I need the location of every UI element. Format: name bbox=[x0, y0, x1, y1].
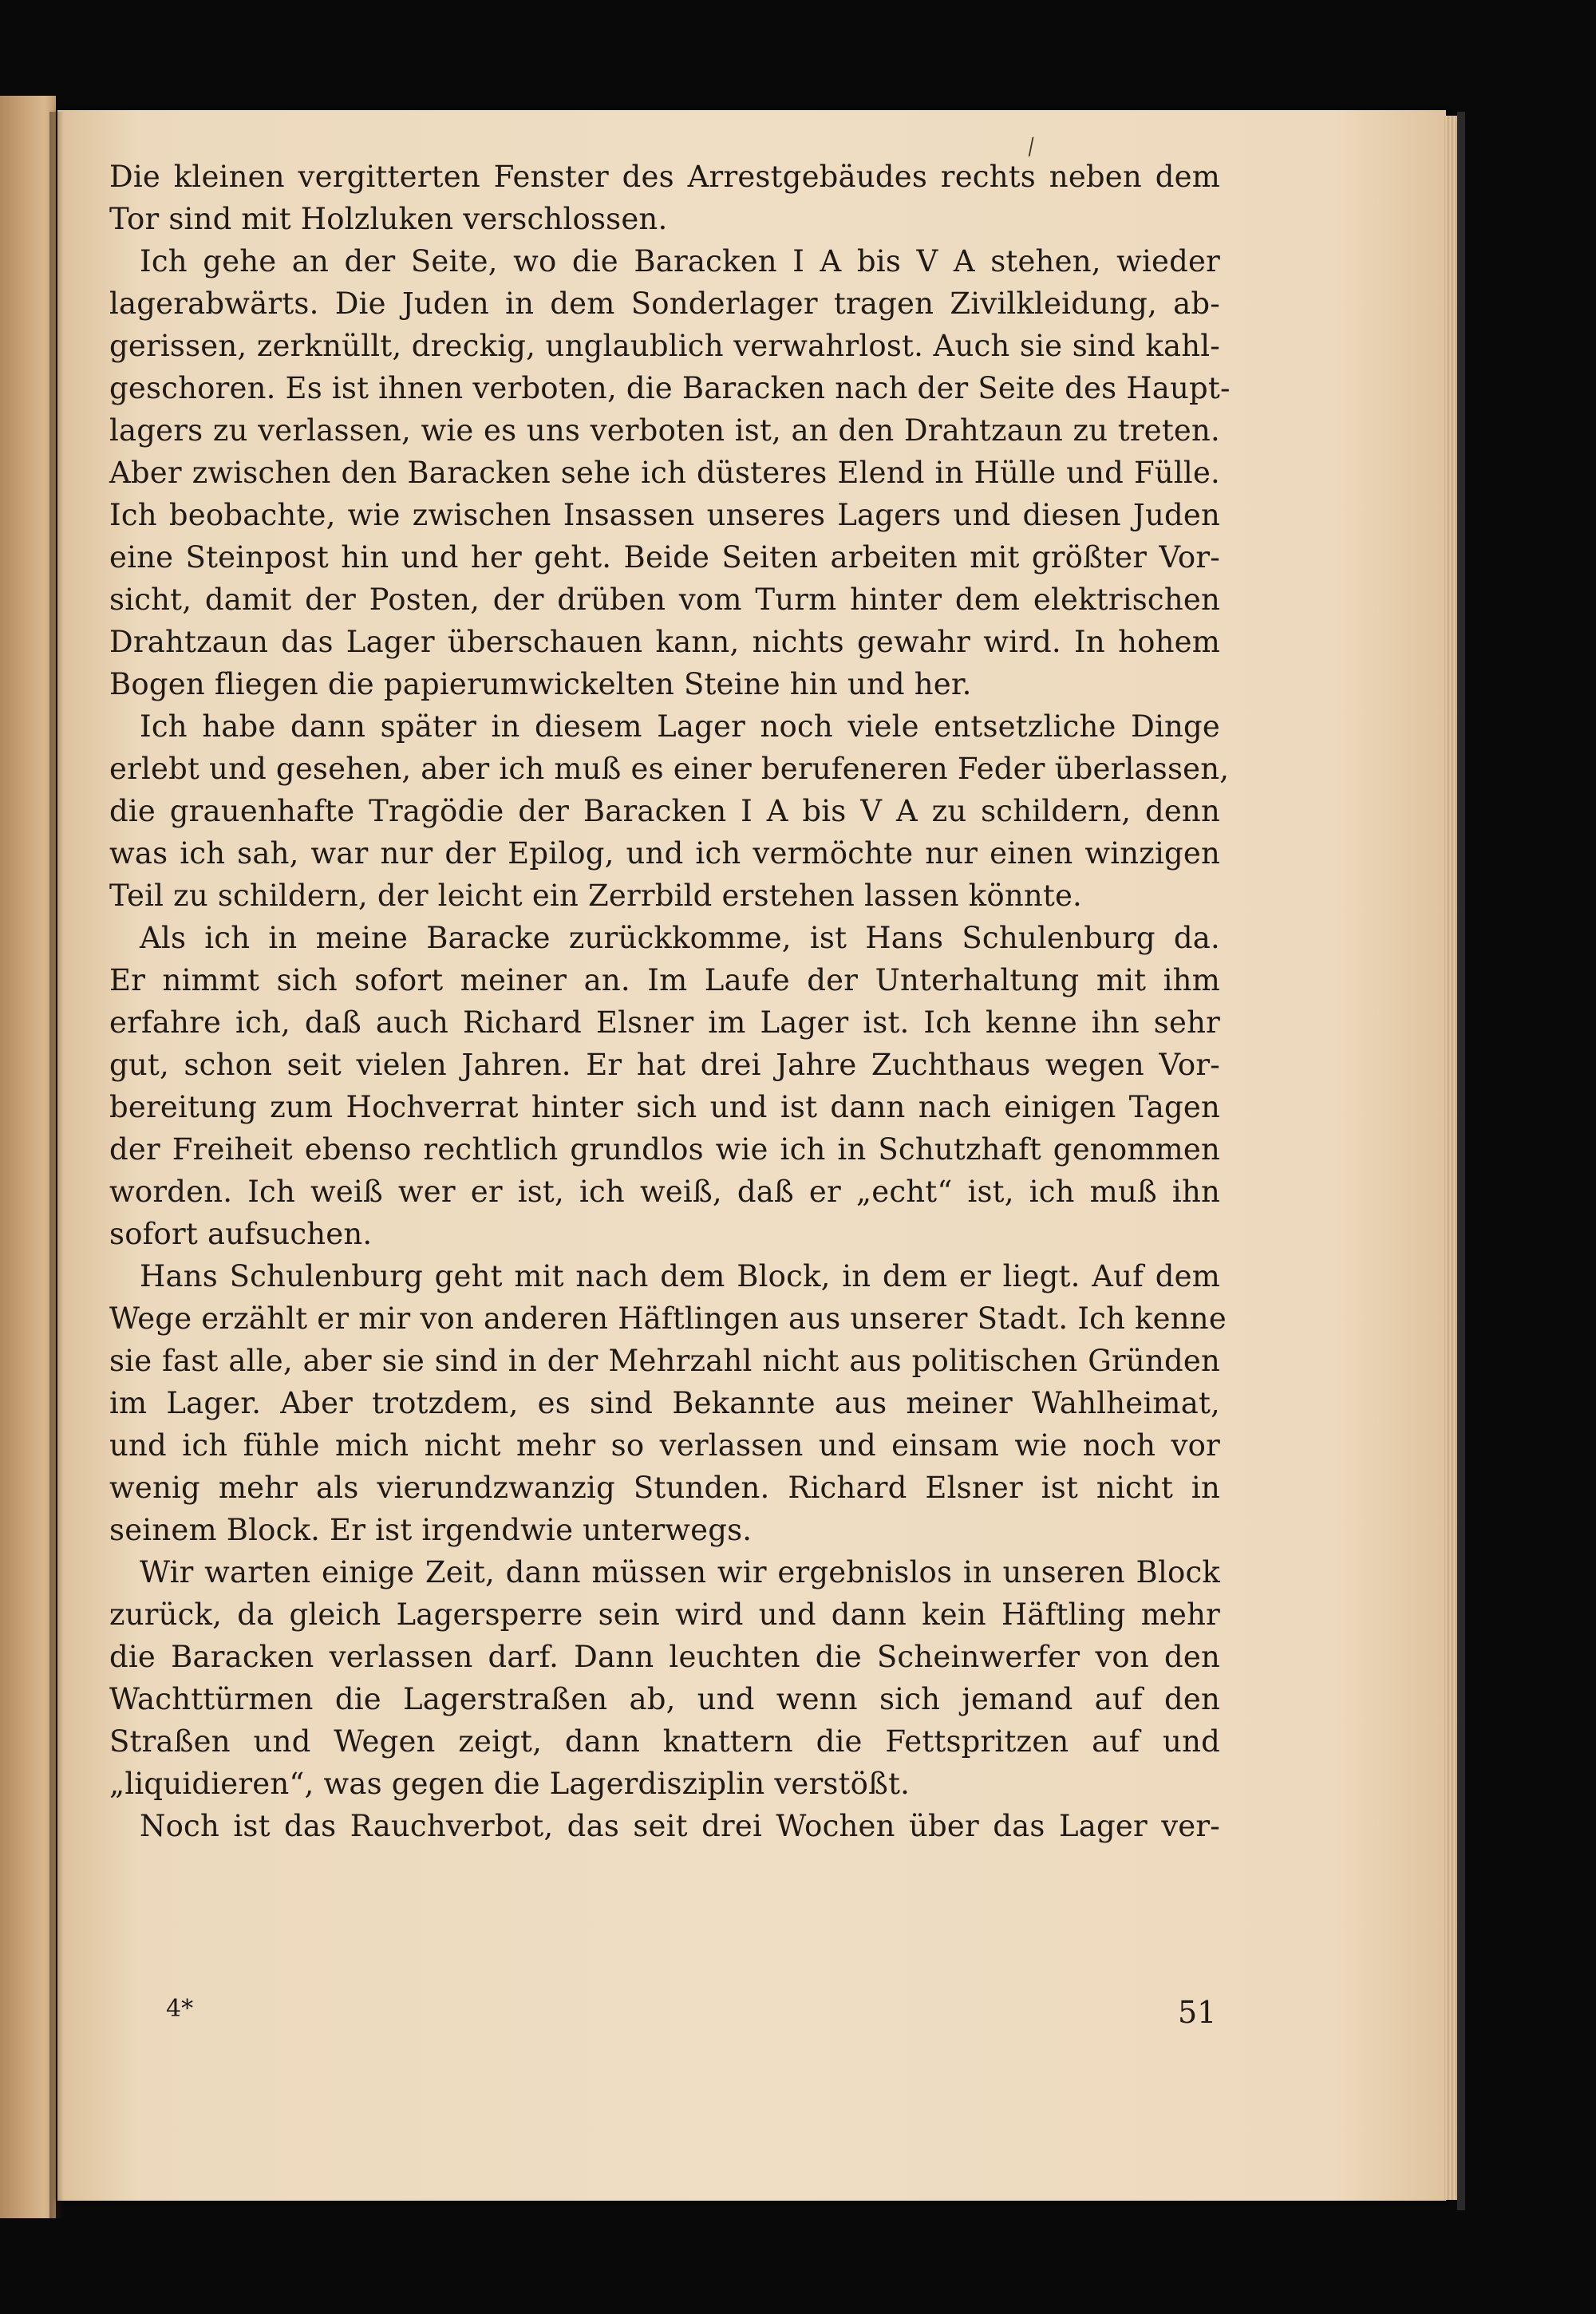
text-line: lagerabwärts. Die Juden in dem Sonderlager tragen Zivilkleidung, ab- bbox=[109, 286, 1220, 321]
text-line: worden. Ich weiß wer er ist, ich weiß, daß er „echt“ ist, ich muß ihn bbox=[109, 1175, 1220, 1209]
text-line: Wege erzählt er mir von anderen Häftlingen aus unserer Stadt. Ich kenne bbox=[109, 1301, 1227, 1336]
text-line: und ich fühle mich nicht mehr so verlassen und einsam wie noch vor bbox=[109, 1428, 1220, 1463]
text-line: was ich sah, war nur der Epilog, und ich vermöchte nur einen winzigen bbox=[109, 836, 1220, 871]
text-line: Noch ist das Rauchverbot, das seit drei Wochen über das Lager ver- bbox=[140, 1809, 1220, 1843]
text-line: Als ich in meine Baracke zurückkomme, ist Hans Schulenburg da. bbox=[140, 921, 1220, 955]
page-number: 51 bbox=[1178, 1995, 1217, 2030]
text-line: sie fast alle, aber sie sind in der Mehrzahl nicht aus politischen Gründen bbox=[109, 1344, 1220, 1378]
text-line: gut, schon seit vielen Jahren. Er hat drei Jahre Zuchthaus wegen Vor- bbox=[109, 1048, 1220, 1082]
text-line: bereitung zum Hochverrat hinter sich und ist dann nach einigen Tagen bbox=[109, 1090, 1220, 1124]
text-line: wenig mehr als vierundzwanzig Stunden. Richard Elsner ist nicht in bbox=[109, 1471, 1220, 1505]
text-line: der Freiheit ebenso rechtlich grundlos wie ich in Schutzhaft genommen bbox=[109, 1132, 1220, 1167]
text-line: Teil zu schildern, der leicht ein Zerrbild erstehen lassen könnte. bbox=[109, 879, 1083, 913]
text-line: geschoren. Es ist ihnen verboten, die Baracken nach der Seite des Haupt- bbox=[109, 371, 1231, 405]
text-line: die grauenhafte Tragödie der Baracken I A bis V A zu schildern, denn bbox=[109, 794, 1220, 828]
text-line: Hans Schulenburg geht mit nach dem Block, in dem er liegt. Auf dem bbox=[140, 1259, 1220, 1293]
text-line: Aber zwischen den Baracken sehe ich düsteres Elend in Hülle und Fülle. bbox=[109, 456, 1220, 490]
text-line: Tor sind mit Holzluken verschlossen. bbox=[109, 202, 668, 236]
text-line: gerissen, zerknüllt, dreckig, unglaublich verwahrlost. Auch sie sind kahl- bbox=[109, 329, 1220, 363]
printer-signature-mark: 4* bbox=[166, 1995, 194, 2023]
text-line: Drahtzaun das Lager überschauen kann, nichts gewahr wird. In hohem bbox=[109, 625, 1220, 659]
pencil-tick-mark: ⁄ bbox=[1025, 134, 1038, 160]
gutter-shadow bbox=[49, 112, 64, 2218]
text-line: Ich gehe an der Seite, wo die Baracken I A bis V A stehen, wieder bbox=[140, 244, 1220, 278]
text-line: sicht, damit der Posten, der drüben vom Turm hinter dem elektrischen bbox=[109, 582, 1220, 617]
text-line: Wir warten einige Zeit, dann müssen wir ergebnislos in unseren Block bbox=[140, 1555, 1220, 1589]
text-line: Wachttürmen die Lagerstraßen ab, und wenn sich jemand auf den bbox=[109, 1682, 1220, 1716]
text-line: im Lager. Aber trotzdem, es sind Bekannte aus meiner Wahlheimat, bbox=[109, 1386, 1220, 1420]
text-line: Straßen und Wegen zeigt, dann knattern die Fettspritzen auf und bbox=[109, 1724, 1220, 1759]
text-line: erlebt und gesehen, aber ich muß es einer berufeneren Feder überlassen, bbox=[109, 752, 1230, 786]
text-line: „liquidieren“, was gegen die Lagerdisziplin verstößt. bbox=[109, 1767, 911, 1801]
cover-edge bbox=[1457, 112, 1465, 2210]
text-line: Er nimmt sich sofort meiner an. Im Laufe der Unterhaltung mit ihm bbox=[109, 963, 1220, 997]
text-line: seinem Block. Er ist irgendwie unterwegs. bbox=[109, 1513, 753, 1547]
text-line: zurück, da gleich Lagersperre sein wird und dann kein Häftling mehr bbox=[109, 1597, 1220, 1632]
text-line: Die kleinen vergitterten Fenster des Arrestgebäudes rechts neben dem bbox=[109, 160, 1220, 194]
text-line: sofort aufsuchen. bbox=[109, 1217, 373, 1251]
left-page-edge bbox=[0, 96, 56, 2218]
text-line: erfahre ich, daß auch Richard Elsner im Lager ist. Ich kenne ihn sehr bbox=[109, 1005, 1220, 1040]
text-line: die Baracken verlassen darf. Dann leuchten die Scheinwerfer von den bbox=[109, 1640, 1220, 1674]
text-line: Bogen fliegen die papierumwickelten Steine hin und her. bbox=[109, 667, 972, 701]
text-line: Ich habe dann später in diesem Lager noch viele entsetzliche Dinge bbox=[140, 709, 1220, 744]
text-line: eine Steinpost hin und her geht. Beide Seiten arbeiten mit größter Vor- bbox=[109, 540, 1220, 575]
text-line: Ich beobachte, wie zwischen Insassen unseres Lagers und diesen Juden bbox=[109, 498, 1220, 532]
text-line: lagers zu verlassen, wie es uns verboten ist, an den Drahtzaun zu treten. bbox=[109, 413, 1220, 448]
